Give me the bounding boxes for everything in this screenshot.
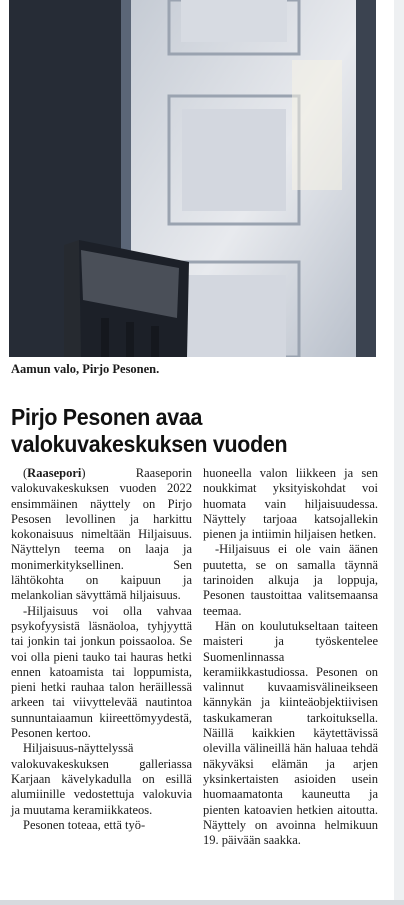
article-headline: Pirjo Pesonen avaa valokuvakeskuksen vuoden [11,404,288,457]
page-bottom-bar [0,900,404,905]
body-paragraph: Hiljaisuus-näyttelyssä valokuvakeskuksen galleriassa Karjaan kävelykadulla on esillä alumiinille vedostettuja valokuvia ja muutama keramiikkateos. [11,741,192,817]
body-paragraph: Hän on koulutukseltaan taiteen maisteri ja työskentelee Suomenlinnassa keramiikkastudiossa. Pesonen on valinnut kuvaamisvälineikseen kännykän ja kiinteäobjektiivisen taskukameran tarkoituksella. Näillä kaikkien käytettävissä olevilla välineillä hän haluaa tehdä näkyväksi elämän ja arjen yksinkertaisten asioiden usein huomaamatonta kauneutta ja pienten katoavien hetkien aitoutta. Näyttely on avoinna helmikuun 19. päivään saakka. [203,618,378,848]
body-paragraph-continues: Pesonen toteaa, että työ- [23,817,146,832]
body-paragraph: -Hiljaisuus ei ole vain äänen puutetta, se on samalla täynnä tarinoiden alkuja ja loppuja, Pesonen taustoittaa valitsemaansa teemaa. [203,542,378,618]
door-and-chair-image [9,0,376,357]
lede-text: Raaseporin valokuvakeskuksen vuoden 2022 ensimmäinen näyttely on Pirjo Pesosen levollinen ja harkittu kokonaisuus nimeltään Hiljaisuus. Näyttelyn teema on laaja ja monimerkityksellinen. Sen lähtökohta on kaipuun ja melankolian sävyttämä hiljaisuus. [11,466,192,603]
article-column-left [11,466,192,833]
body-paragraph-continued: huoneella valon liikkeen ja sen noukkimat yksityiskohdat voi huomata vain hiljaisuudessa. Näyttely tarjoaa katsojallekin pienen ja intiimin hiljaisen hetken. [203,466,378,542]
body-paragraph: -Hiljaisuus voi olla vahvaa psykofyysistä läsnäoloa, tyhjyyttä tai jonkin tai jonkun poissaoloa. Se voi olla pieni tauko tai hauras hetki ennen katoamista tai loppumista, pieni hetki rauhaa talon heräillessä arkeen tai viivyttelevää nautintoa sunnuntaiaamun kiireettömyydestä, Pesonen kertoo. [11,603,192,741]
page-edge [394,0,404,905]
lede-paragraph: (Raasepori) Raaseporin valokuvakeskuksen vuoden 2022 ensimmäinen näyttely on Pirjo Pesosen levollinen ja harkittu kokonaisuus nimeltään Hiljaisuus. Näyttelyn teema on laaja ja monimerkityksellinen. Sen lähtökohta on kaipuun ja melankolian sävyttämä hiljaisuus. [11,466,192,603]
dateline: Raasepori [27,466,82,480]
article-photo [9,0,376,357]
photo-caption: Aamun valo, Pirjo Pesonen. [11,362,160,376]
article-column-right [203,466,378,848]
